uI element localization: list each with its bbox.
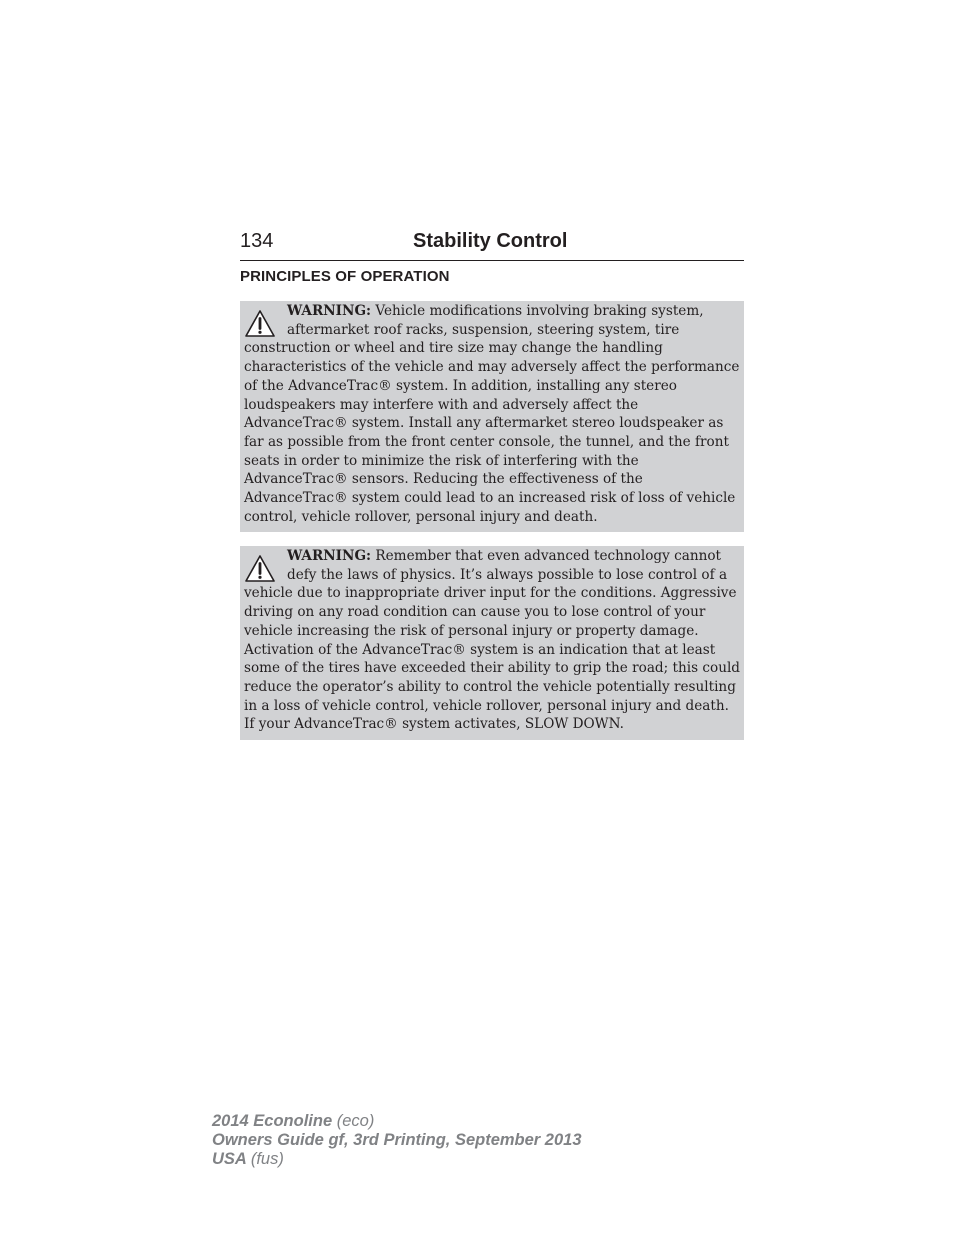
warning-box	[240, 546, 744, 740]
footer-market: USA	[212, 1150, 247, 1168]
page-footer	[212, 1112, 582, 1169]
warning-body: Remember that even advanced technology cannot defy the laws of physics. It’s always possible to lose control of a vehicle due to inappropriate driver input for the conditions. Aggressive driving on any road condition can cause you to lose control of your vehicle increasing the risk of personal injury or property damage. Activation of the AdvanceTrac® system is an indication that at least some of the tires have exceeded their ability to grip the road; this could reduce the operator’s ability to control the vehicle potentially resulting in a loss of vehicle control, vehicle rollover, personal injury and death. If your AdvanceTrac® system activates, SLOW DOWN.	[244, 548, 740, 733]
section-heading: PRINCIPLES OF OPERATION	[240, 268, 450, 285]
page-header	[240, 229, 744, 261]
warning-box	[240, 301, 744, 532]
footer-model: 2014 Econoline	[212, 1112, 333, 1130]
warning-text	[244, 546, 742, 734]
warning-text	[244, 301, 742, 526]
warning-body: Vehicle modifications involving braking system, aftermarket roof racks, suspension, steering system, tire construction or wheel and tire size may change the handling characteristics of the vehicle and may adversely affect the performance of the AdvanceTrac® system. In addition, installing any stereo loudspeakers may interfere with and adversely affect the AdvanceTrac® system. Install any aftermarket stereo loudspeaker as far as possible from the front center console, the tunnel, and the front seats in order to minimize the risk of interfering with the AdvanceTrac® sensors. Reducing the effectiveness of the AdvanceTrac® system could lead to an increased risk of loss of vehicle control, vehicle rollover, personal injury and death.	[244, 303, 740, 525]
page-number: 134	[240, 230, 274, 252]
warning-label: WARNING:	[287, 303, 372, 319]
warning-label: WARNING:	[287, 548, 372, 564]
footer-model-code: (eco)	[336, 1112, 375, 1130]
footer-market-code: (fus)	[250, 1150, 284, 1168]
chapter-title: Stability Control	[413, 230, 568, 252]
footer-guide: Owners Guide gf, 3rd Printing, September 2013	[212, 1131, 582, 1149]
footer-model-line	[212, 1112, 582, 1131]
footer-market-line	[212, 1150, 582, 1169]
